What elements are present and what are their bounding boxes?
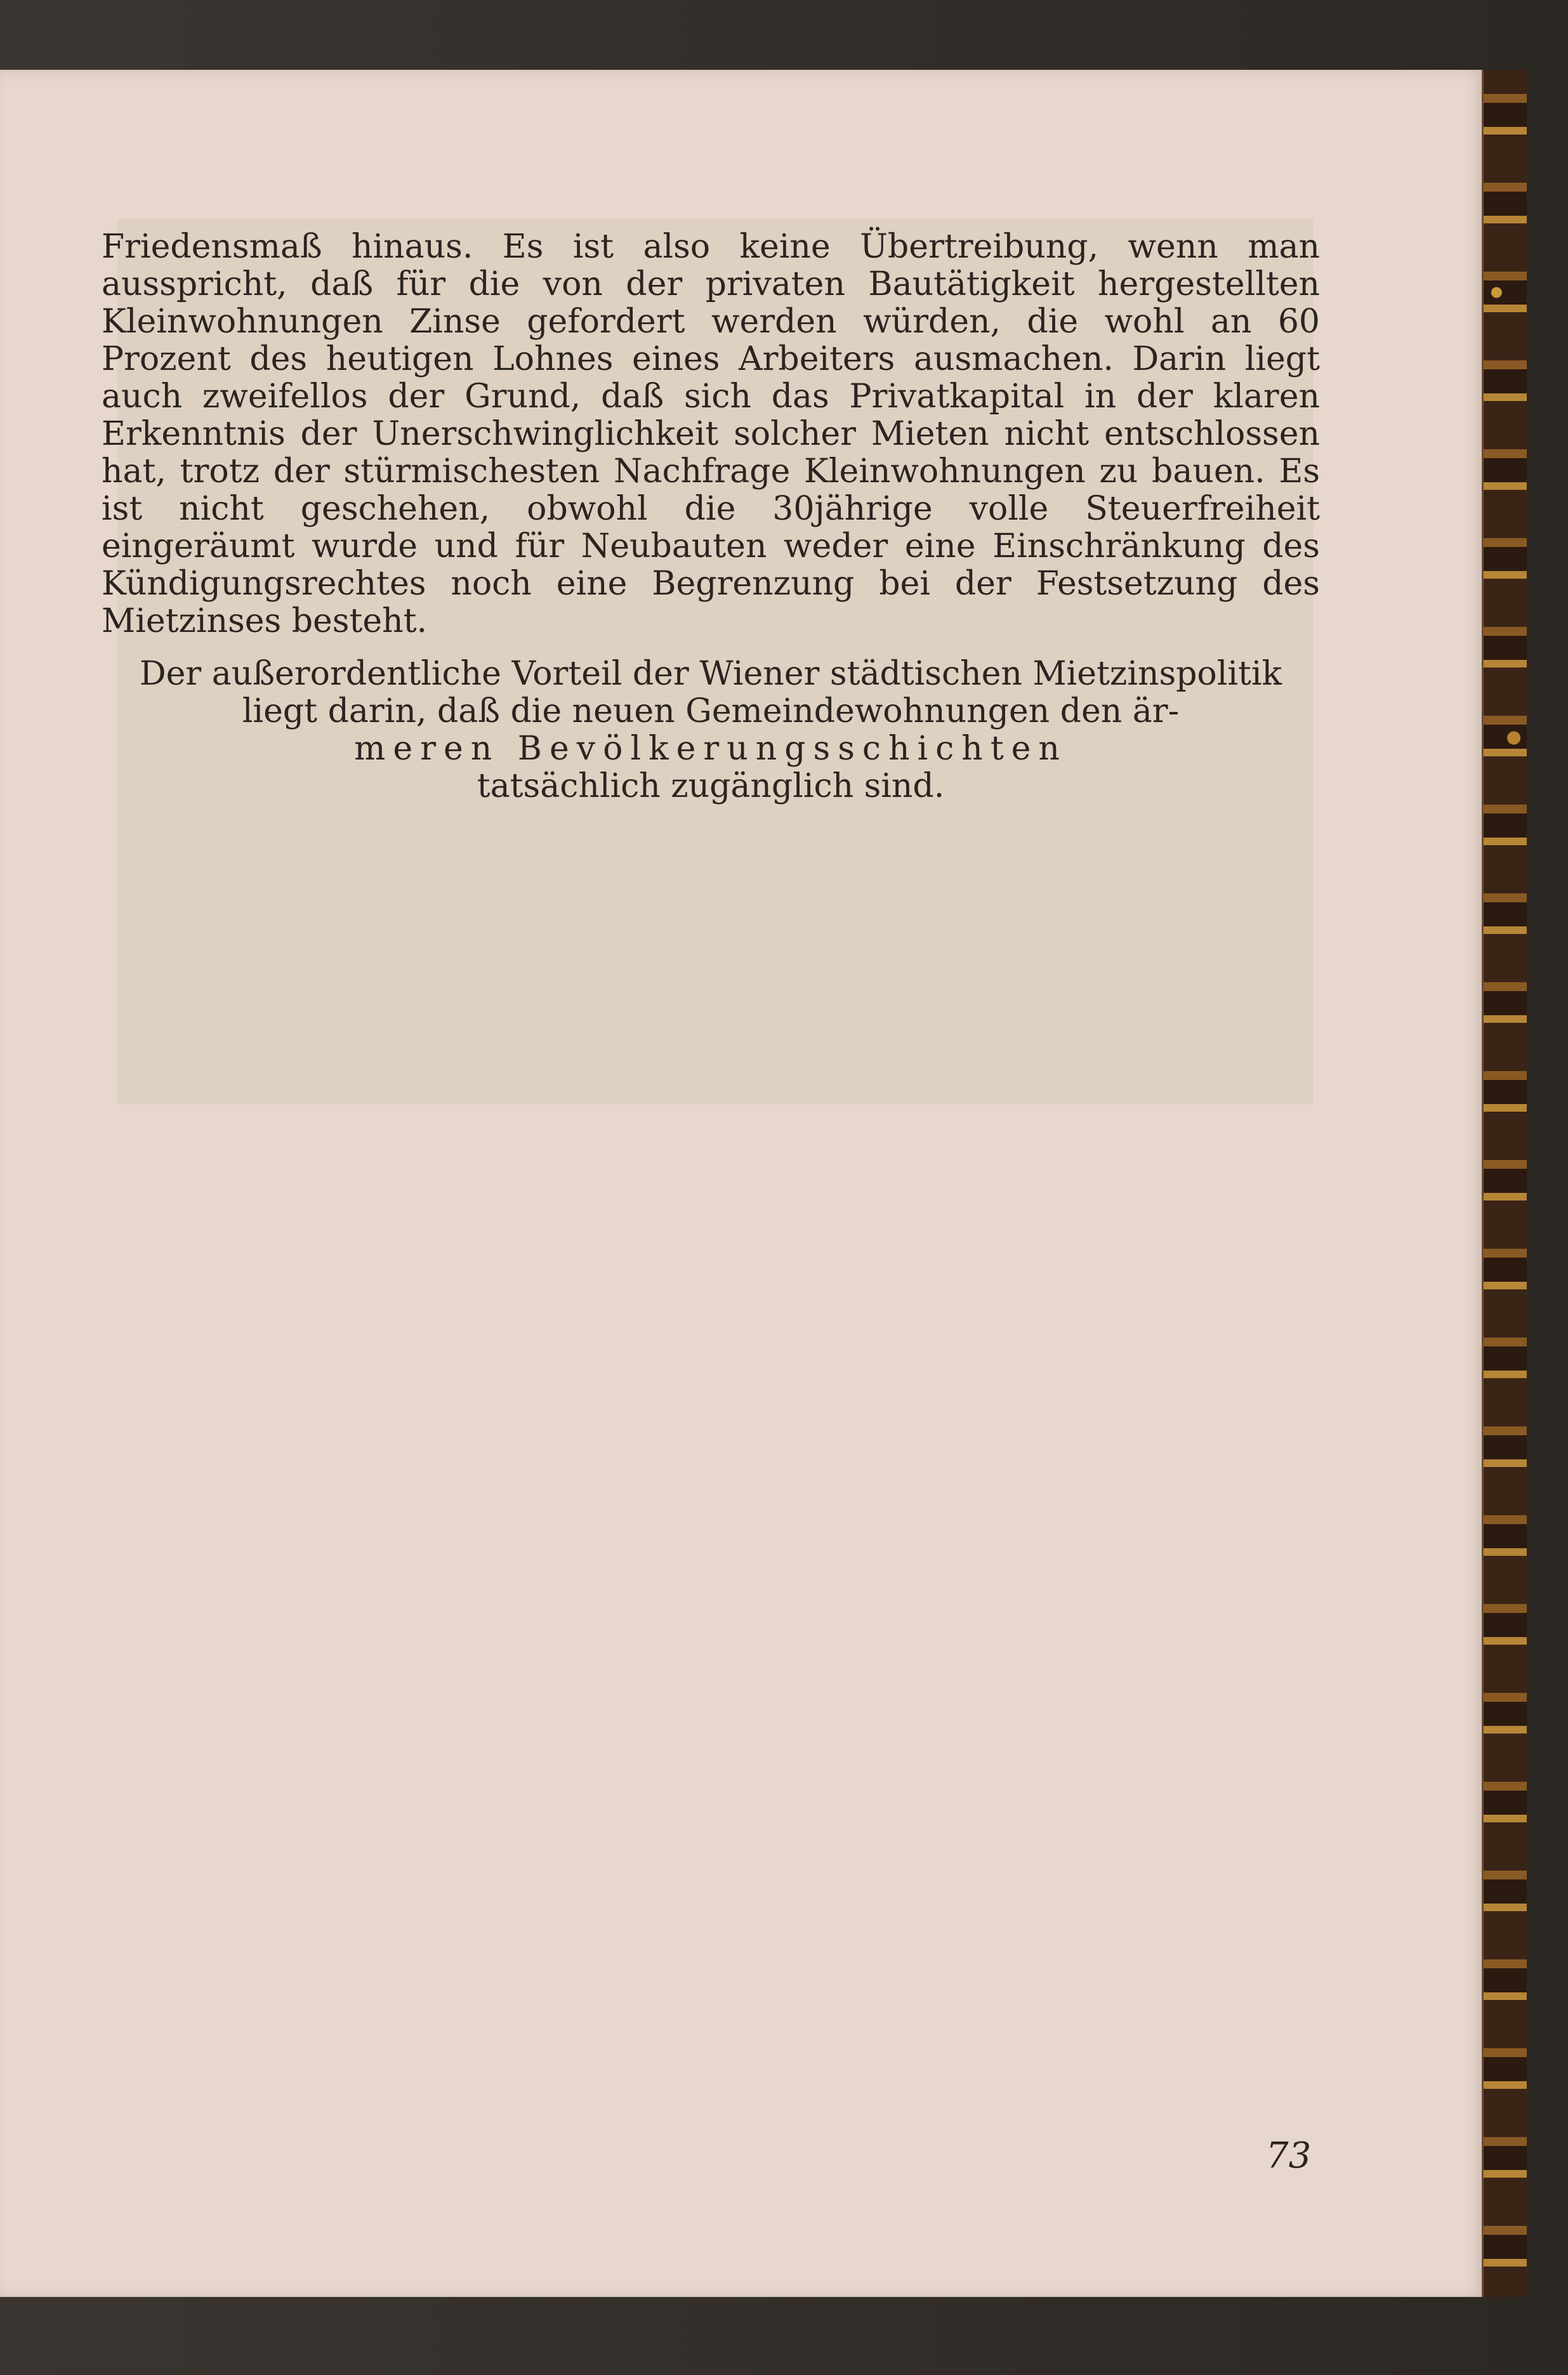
marbled-book-edge — [1482, 70, 1527, 2297]
body-text — [102, 228, 1320, 805]
paragraph-1: Friedensmaß hinaus. Es ist also keine Übertreibung, wenn man ausspricht, daß für die von der privaten Bautätigkeit hergestellten Kleinwohnungen Zinse gefordert werden würden, die wohl an 60 Prozent des heutigen Lohnes eines Arbeiters ausmachen. Darin liegt auch zweifellos der Grund, daß sich das Privatkapital in der klaren Erkenntnis der Unerschwinglichkeit solcher Mieten nicht entschlossen hat, trotz der stürmischesten Nachfrage Kleinwohnungen zu bauen. Es ist nicht geschehen, obwohl die 30jährige volle Steuerfreiheit eingeräumt wurde und für Neubauten weder eine Einschränkung des Kündigungsrechtes noch eine Begrenzung bei der Festsetzung des Mietzinses besteht. — [102, 228, 1320, 640]
paragraph-2 — [102, 655, 1320, 805]
page-number: 73 — [1266, 2135, 1312, 2176]
paragraph-2-line-1: Der außerordentliche Vorteil der Wiener städtischen Mietzinspolitik — [139, 655, 1282, 693]
paragraph-2-line-3: meren Bevölkerungsschichten — [354, 730, 1067, 768]
paragraph-2-line-2: liegt darin, daß die neuen Gemeindewohnungen den är- — [242, 692, 1180, 730]
paragraph-2-line-4: tatsächlich zugänglich sind. — [477, 767, 945, 805]
